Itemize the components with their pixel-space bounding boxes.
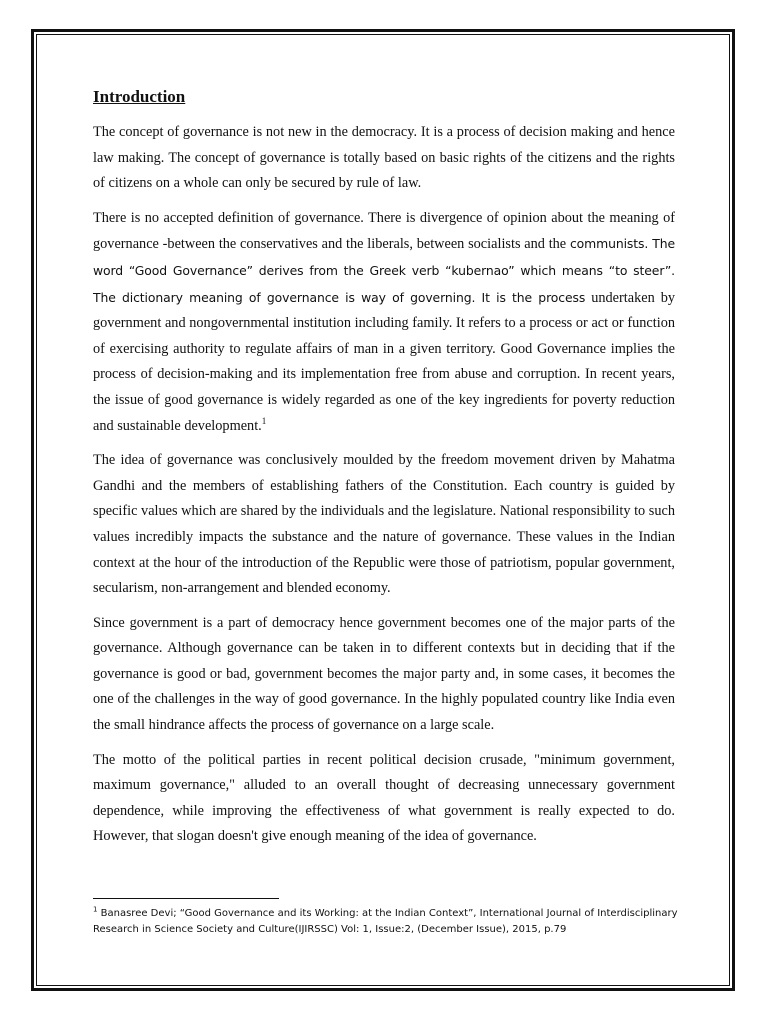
footnote-reference: 1 — [261, 415, 267, 426]
footnote-separator — [93, 898, 279, 899]
footnote-marker: 1 — [93, 905, 98, 914]
paragraph-5: The motto of the political parties in recent political decision crusade, "minimum government, maximum governance," alluded to an overall thought of decreasing unnecessary government dependence, while improving the effectiveness of what government is really expected to do. However, that slogan doesn't give enough meaning of the idea of governance. — [93, 751, 675, 845]
paragraph-2-part-a: There is no accepted definition of governance. There is divergence of opinion about the meaning of governance -between the conservatives and the liberals, between socialists and the — [93, 209, 675, 253]
page-content — [93, 86, 675, 859]
paragraph-1: The concept of governance is not new in the democracy. It is a process of decision making and hence law making. The concept of governance is totally based on basic rights of the citizens and the rights of citizens on a whole can only be secured by rule of law. — [93, 124, 675, 192]
paragraph-2 — [93, 206, 675, 439]
paragraph-3: The idea of governance was conclusively moulded by the freedom movement driven by Mahatma Gandhi and the members of establishing fathers of the Constitution. Each country is guided by specific values which are shared by the individuals and the legislature. National responsibility to such values incredibly impacts the substance and the nature of governance. These values in the Indian context at the hour of the introduction of the Republic were those of patriotism, popular government, secularism, non-arrangement and blended economy. — [93, 452, 675, 597]
paragraph-2-part-c: undertaken by government and nongovernmental institution including family. It refers to a process or act or function of exercising authority to regulate affairs of man in a given territory. Good Governance implies the process of decision-making and its implementation free from abuse and corruption. In recent years, the issue of good governance is widely regarded as one of the key ingredients for poverty reduction and sustainable development. — [93, 289, 675, 434]
paragraph-2-part-b: communists. The word “Good Governance” derives from the Greek verb “kubernao” which means “to steer”. The dictionary meaning of governance is way of governing. It is the process — [93, 236, 676, 305]
paragraph-4: Since government is a part of democracy hence government becomes one of the major parts of the governance. Although governance can be taken in to different contexts but in deciding that if the governance is good or bad, government becomes the major party and, in some cases, it becomes the one of the challenges in the way of good governance. In the highly populated country like India even the small hindrance affects the process of governance on a large scale. — [93, 614, 675, 734]
section-heading: Introduction — [93, 87, 186, 106]
footnote — [93, 906, 683, 938]
footnote-text: Banasree Devi; “Good Governance and its Working: at the Indian Context”, International Journal of Interdisciplinary Research in Science Society and Culture(IJIRSSC) Vol: 1, Issue:2, (December Issue), 2015, p.79 — [93, 908, 678, 935]
